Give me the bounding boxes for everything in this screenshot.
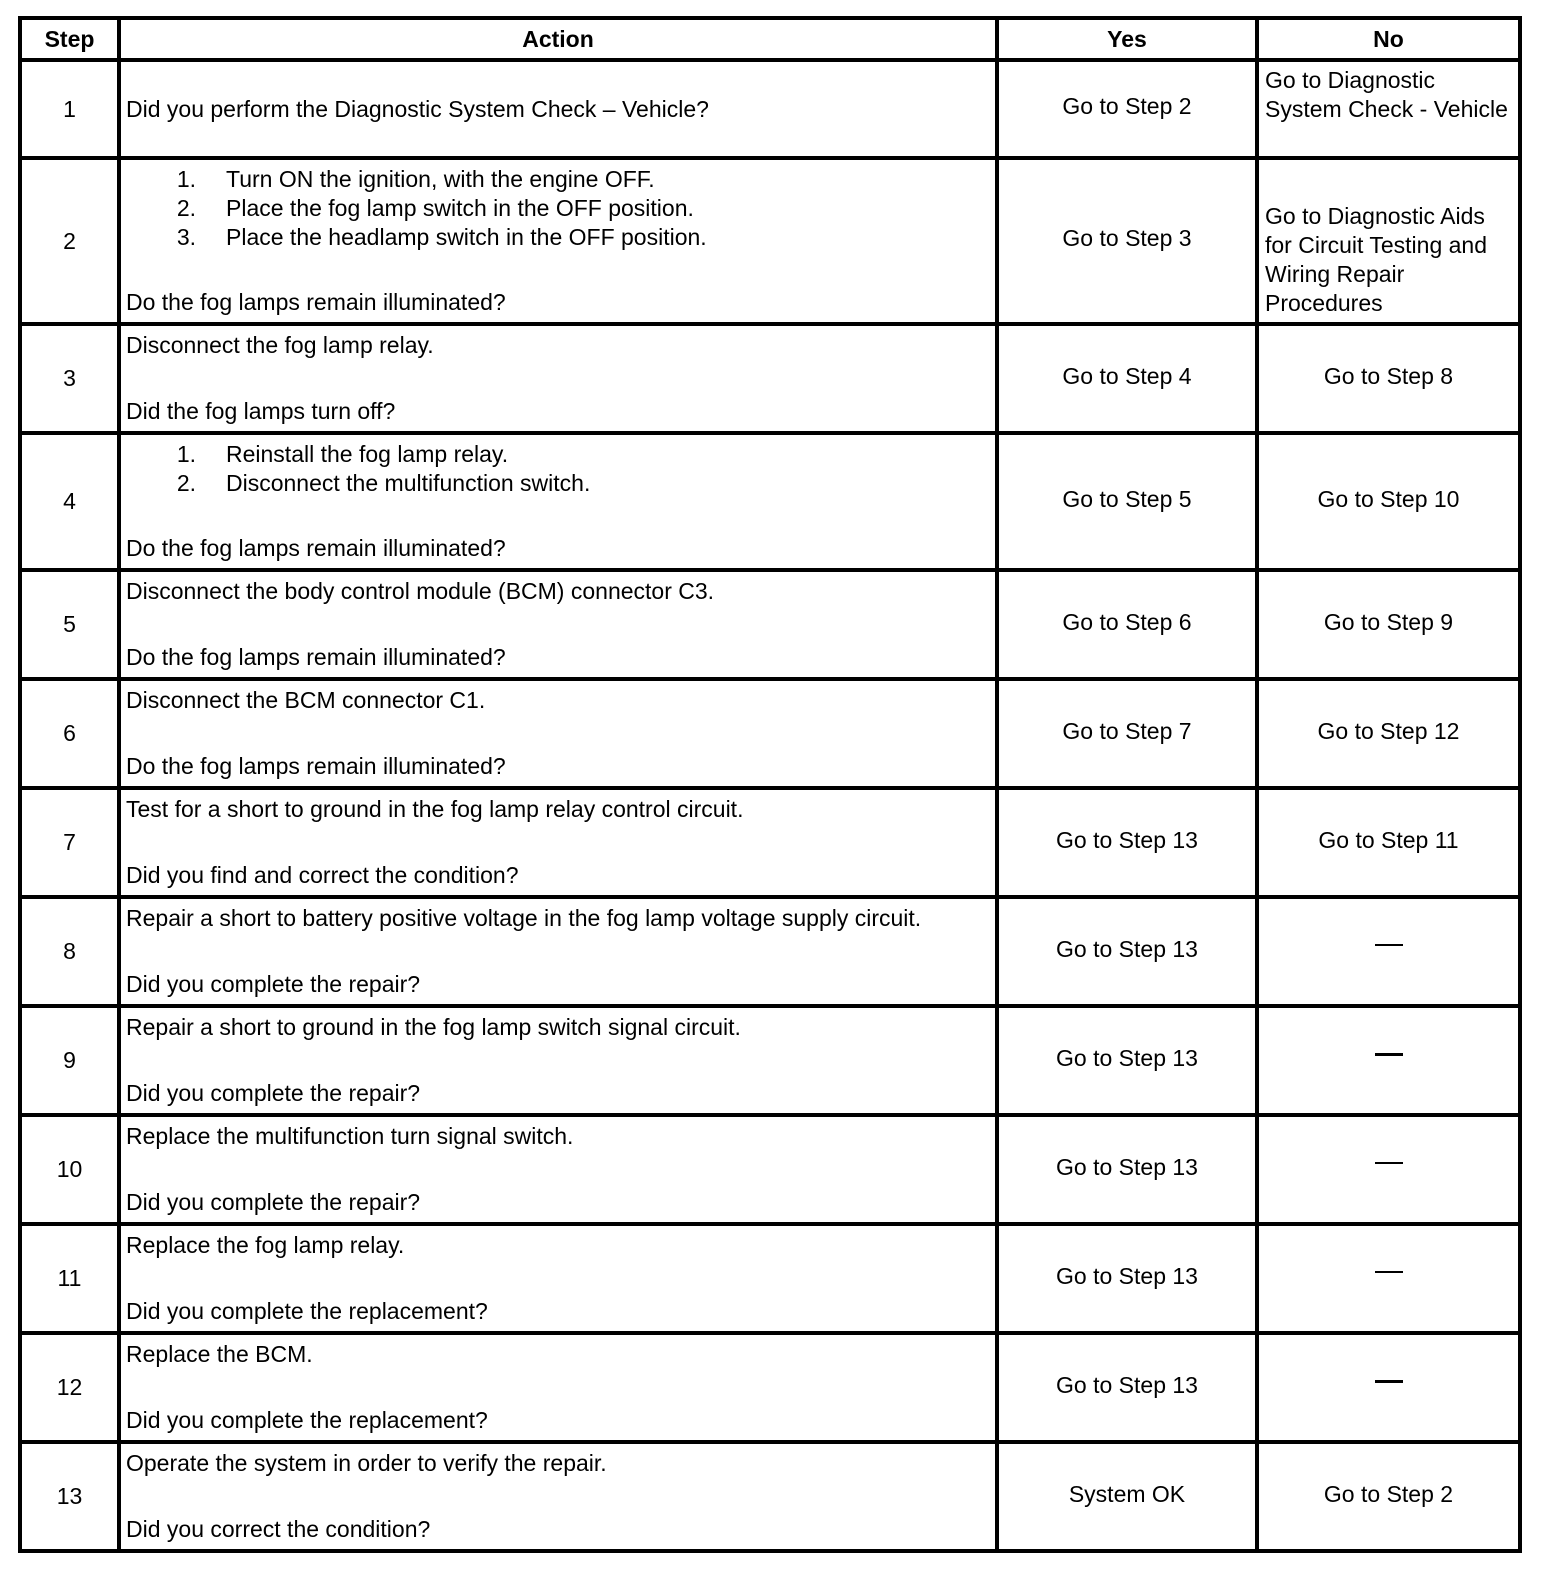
no-dash [1375,944,1403,946]
question-text: Did you complete the replacement? [126,1407,488,1433]
yes-text: Go to Step 13 [1056,1153,1198,1180]
action-cell [119,897,997,1006]
table-row [20,570,1520,679]
action-cell [119,1333,997,1442]
no-dash [1375,1162,1403,1164]
no-text: Go to Diagnostic System Check - Vehicle [1265,67,1508,122]
action-text: Test for a short to ground in the fog lamp relay control circuit. [126,796,744,822]
step-number: 4 [20,433,119,570]
action-cell [119,570,997,679]
action-cell [119,60,997,158]
action-cell [119,1442,997,1551]
yes-cell [997,158,1257,324]
no-text: Go to Step 10 [1317,485,1460,512]
header-no: No [1257,18,1520,60]
no-dash [1375,1053,1403,1056]
list-item: 2. Disconnect the multifunction switch. [176,470,591,496]
no-text: Go to Diagnostic Aids for Circuit Testing and Wiring Repair Procedures [1265,203,1488,316]
no-cell [1257,1115,1520,1224]
dash-mark [1259,1371,1518,1405]
yes-cell [997,1006,1257,1115]
table-row [20,679,1520,788]
step-number: 8 [20,897,119,1006]
table-row [20,1442,1520,1551]
question-text: Did you find and correct the condition? [126,862,519,888]
action-cell [119,679,997,788]
action-text: Replace the BCM. [126,1341,313,1367]
header-yes: Yes [997,18,1257,60]
no-text: Go to Step 8 [1323,362,1454,389]
step-number: 12 [20,1333,119,1442]
step-number: 10 [20,1115,119,1224]
step-number: 1 [20,60,119,158]
no-cell [1257,433,1520,570]
yes-cell [997,1115,1257,1224]
yes-cell [997,679,1257,788]
table-row [20,158,1520,324]
list-item: 1. Reinstall the fog lamp relay. [176,441,509,467]
yes-text: Go to Step 7 [1062,717,1192,744]
yes-text: Go to Step 3 [1062,225,1192,251]
yes-cell [997,788,1257,897]
yes-cell [997,324,1257,433]
action-cell [119,788,997,897]
dash-mark [1259,1153,1518,1187]
list-item: 1. Turn ON the ignition, with the engine OFF. [176,166,655,192]
yes-text: Go to Step 2 [1062,93,1192,119]
no-text: Go to Step 2 [1323,1480,1454,1507]
yes-text: Go to Step 13 [1056,1262,1198,1289]
no-text: Go to Step 12 [1317,717,1460,744]
table-row [20,324,1520,433]
dash-mark [1259,1044,1518,1078]
step-number: 13 [20,1442,119,1551]
action-text: Disconnect the BCM connector C1. [126,687,486,713]
no-dash [1375,1380,1403,1383]
yes-text: Go to Step 13 [1056,935,1198,962]
question-text: Did you perform the Diagnostic System Check – Vehicle? [126,95,709,122]
question-text: Did you complete the replacement? [126,1298,488,1324]
action-cell [119,1115,997,1224]
no-dash [1375,1271,1403,1273]
yes-cell [997,570,1257,679]
action-cell [119,433,997,570]
no-cell [1257,897,1520,1006]
no-cell [1257,1006,1520,1115]
action-cell [119,158,997,324]
yes-cell [997,897,1257,1006]
yes-cell [997,433,1257,570]
step-number: 5 [20,570,119,679]
table-row [20,60,1520,158]
question-text: Do the fog lamps remain illuminated? [126,535,506,561]
step-number: 2 [20,158,119,324]
list-item: 3. Place the headlamp switch in the OFF position. [176,224,707,250]
dash-mark [1259,935,1518,969]
no-cell [1257,570,1520,679]
no-text: Go to Step 9 [1323,608,1454,635]
step-number: 7 [20,788,119,897]
question-text: Do the fog lamps remain illuminated? [126,644,506,670]
yes-cell [997,1442,1257,1551]
no-cell [1257,788,1520,897]
action-text: Disconnect the body control module (BCM) connector C3. [126,578,715,604]
table-row [20,433,1520,570]
question-text: Do the fog lamps remain illuminated? [126,289,506,315]
no-text: Go to Step 11 [1318,826,1459,853]
action-cell [119,1224,997,1333]
action-list [126,165,991,252]
step-number: 11 [20,1224,119,1333]
no-cell [1257,1442,1520,1551]
header-step: Step [20,18,119,60]
yes-text: Go to Step 13 [1056,1044,1198,1071]
header-action: Action [119,18,997,60]
action-text: Replace the fog lamp relay. [126,1232,405,1258]
action-cell [119,1006,997,1115]
action-text: Replace the multifunction turn signal switch. [126,1123,574,1149]
question-text: Did you complete the repair? [126,1080,421,1106]
action-list [126,440,991,498]
no-cell [1257,1224,1520,1333]
step-number: 3 [20,324,119,433]
step-number: 6 [20,679,119,788]
table-row [20,788,1520,897]
header-row [20,18,1520,60]
table-row [20,1333,1520,1442]
yes-cell [997,1224,1257,1333]
table-row [20,897,1520,1006]
yes-text: Go to Step 13 [1056,1371,1198,1398]
action-text: Repair a short to battery positive voltage in the fog lamp voltage supply circuit. [126,905,922,931]
yes-text: Go to Step 6 [1062,608,1192,635]
yes-text: System OK [1068,1480,1186,1507]
yes-text: Go to Step 13 [1056,826,1198,853]
question-text: Did you complete the repair? [126,1189,421,1215]
table-row [20,1115,1520,1224]
table-row [20,1224,1520,1333]
no-cell [1257,60,1520,158]
no-cell [1257,324,1520,433]
action-text: Operate the system in order to verify the repair. [126,1450,607,1476]
yes-cell [997,1333,1257,1442]
table-row [20,1006,1520,1115]
dash-mark [1259,1262,1518,1296]
action-text: Repair a short to ground in the fog lamp switch signal circuit. [126,1014,741,1040]
no-cell [1257,158,1520,324]
action-text: Disconnect the fog lamp relay. [126,332,434,358]
no-cell [1257,679,1520,788]
step-number: 9 [20,1006,119,1115]
diagnostic-table [18,16,1522,1553]
list-item: 2. Place the fog lamp switch in the OFF position. [176,195,694,221]
question-text: Do the fog lamps remain illuminated? [126,753,506,779]
no-cell [1257,1333,1520,1442]
yes-cell [997,60,1257,158]
action-cell [119,324,997,433]
yes-text: Go to Step 5 [1062,485,1192,512]
question-text: Did the fog lamps turn off? [126,398,396,424]
yes-text: Go to Step 4 [1062,362,1192,389]
question-text: Did you complete the repair? [126,971,421,997]
question-text: Did you correct the condition? [126,1516,431,1542]
